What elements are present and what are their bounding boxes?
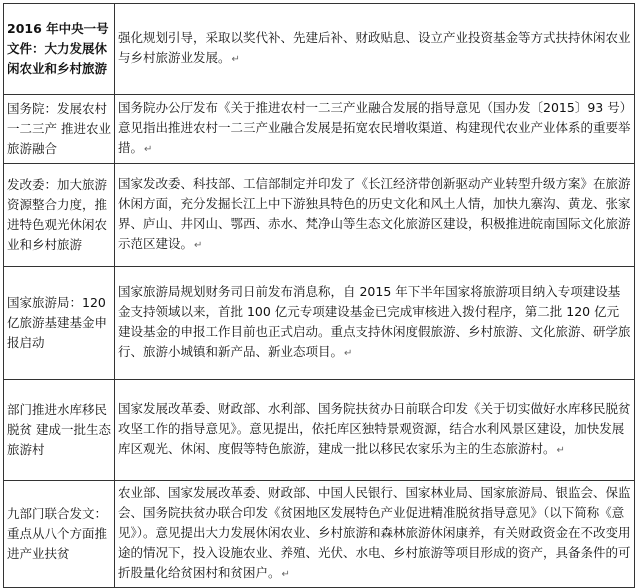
paragraph-mark-icon: ↵ [231,54,240,65]
content-text: 农业部、国家发展改革委、财政部、中国人民银行、国家林业局、国家旅游局、银监会、保监会、国务院扶贫办联合印发《贫困地区发展特色产业促进精准脱贫指导意见》（以下简称《意见》）。意见提出大力发展休闲农业、乡村旅游和森林旅游休闲康养，有关财政资金在不改变用途的情况下，投入设施农业、养殖、光伏、水电、乡村旅游等项目形成的资产，具备条件的可折股量化给贫困村和贫困户。 [118,485,631,580]
content-text: 强化规划引导，采取以奖代补、先建后补、财政贴息、设立产业投资基金等方式扶持休闲农业与乡村旅游业发展。 [118,30,631,65]
topic-text: 九部门联合发文：重点从八个方面推进产业扶贫 [7,506,108,561]
row-topic [4,380,115,481]
table-row [4,164,635,267]
topic-text: 国家旅游局：120 亿旅游基建基金申报启动 [7,295,108,350]
table-row [4,95,635,164]
row-topic [4,481,115,588]
topic-text: 国务院：发展农村一二三产 推进农业旅游融合 [7,101,111,156]
paragraph-mark-icon: ↵ [144,144,153,155]
paragraph-mark-icon: ↵ [556,445,565,456]
table-row [4,267,635,380]
topic-text: 部门推进水库移民脱贫 建成一批生态旅游村 [7,402,111,457]
topic-text: 2016 年中央一号文件：大力发展休闲农业和乡村旅游 [7,21,109,76]
topic-text: 发改委：加大旅游资源整合力度，推进特色观光休闲农业和乡村旅游 [7,177,108,252]
row-content [115,164,635,267]
row-topic [4,4,115,95]
row-content [115,267,635,380]
row-content [115,4,635,95]
policy-table [3,3,635,588]
content-text: 国务院办公厅发布《关于推进农村一二三产业融合发展的指导意见（国办发〔2015〕93 号）意见指出推进农村一二三产业融合发展是拓宽农民增收渠道、构建现代农业产业体系的重要举措。 [118,100,631,155]
paragraph-mark-icon: ↵ [344,348,353,359]
table-row [4,4,635,95]
content-text: 国家发展改革委、财政部、水利部、国务院扶贫办日前联合印发《关于切实做好水库移民脱贫攻坚工作的指导意见》。意见提出，依托库区独特景观资源，结合水利风景区建设，加快发展库区观光、休闲、度假等特色旅游，建成一批以移民农家乐为主的生态旅游村。 [118,401,631,456]
paragraph-mark-icon: ↵ [281,569,290,580]
row-topic [4,164,115,267]
content-text: 国家旅游局规划财务司日前发布消息称，自 2015 年下半年国家将旅游项目纳入专项建设基金支持领域以来，首批 100 亿元专项建设基金已完成审核进入拨付程序，第二批 120 亿元建设基金的申报工作目前也正式启动。重点支持休闲度假旅游、乡村旅游、文化旅游、研学旅行、旅游小城镇和新产品、新业态项目。 [118,284,631,359]
row-topic [4,95,115,164]
row-content [115,481,635,588]
row-content [115,380,635,481]
table-row [4,380,635,481]
content-text: 国家发改委、科技部、工信部制定并印发了《长江经济带创新驱动产业转型升级方案》在旅游休闲方面，充分发掘长江上中下游独具特色的历史文化和风土人情，加快九寨沟、黄龙、张家界、庐山、井冈山、鄂西、赤水、梵净山等生态文化旅游区建设，积极推进皖南国际文化旅游示范区建设。 [118,176,631,251]
paragraph-mark-icon: ↵ [194,240,203,251]
row-content [115,95,635,164]
table-row [4,481,635,588]
row-topic [4,267,115,380]
